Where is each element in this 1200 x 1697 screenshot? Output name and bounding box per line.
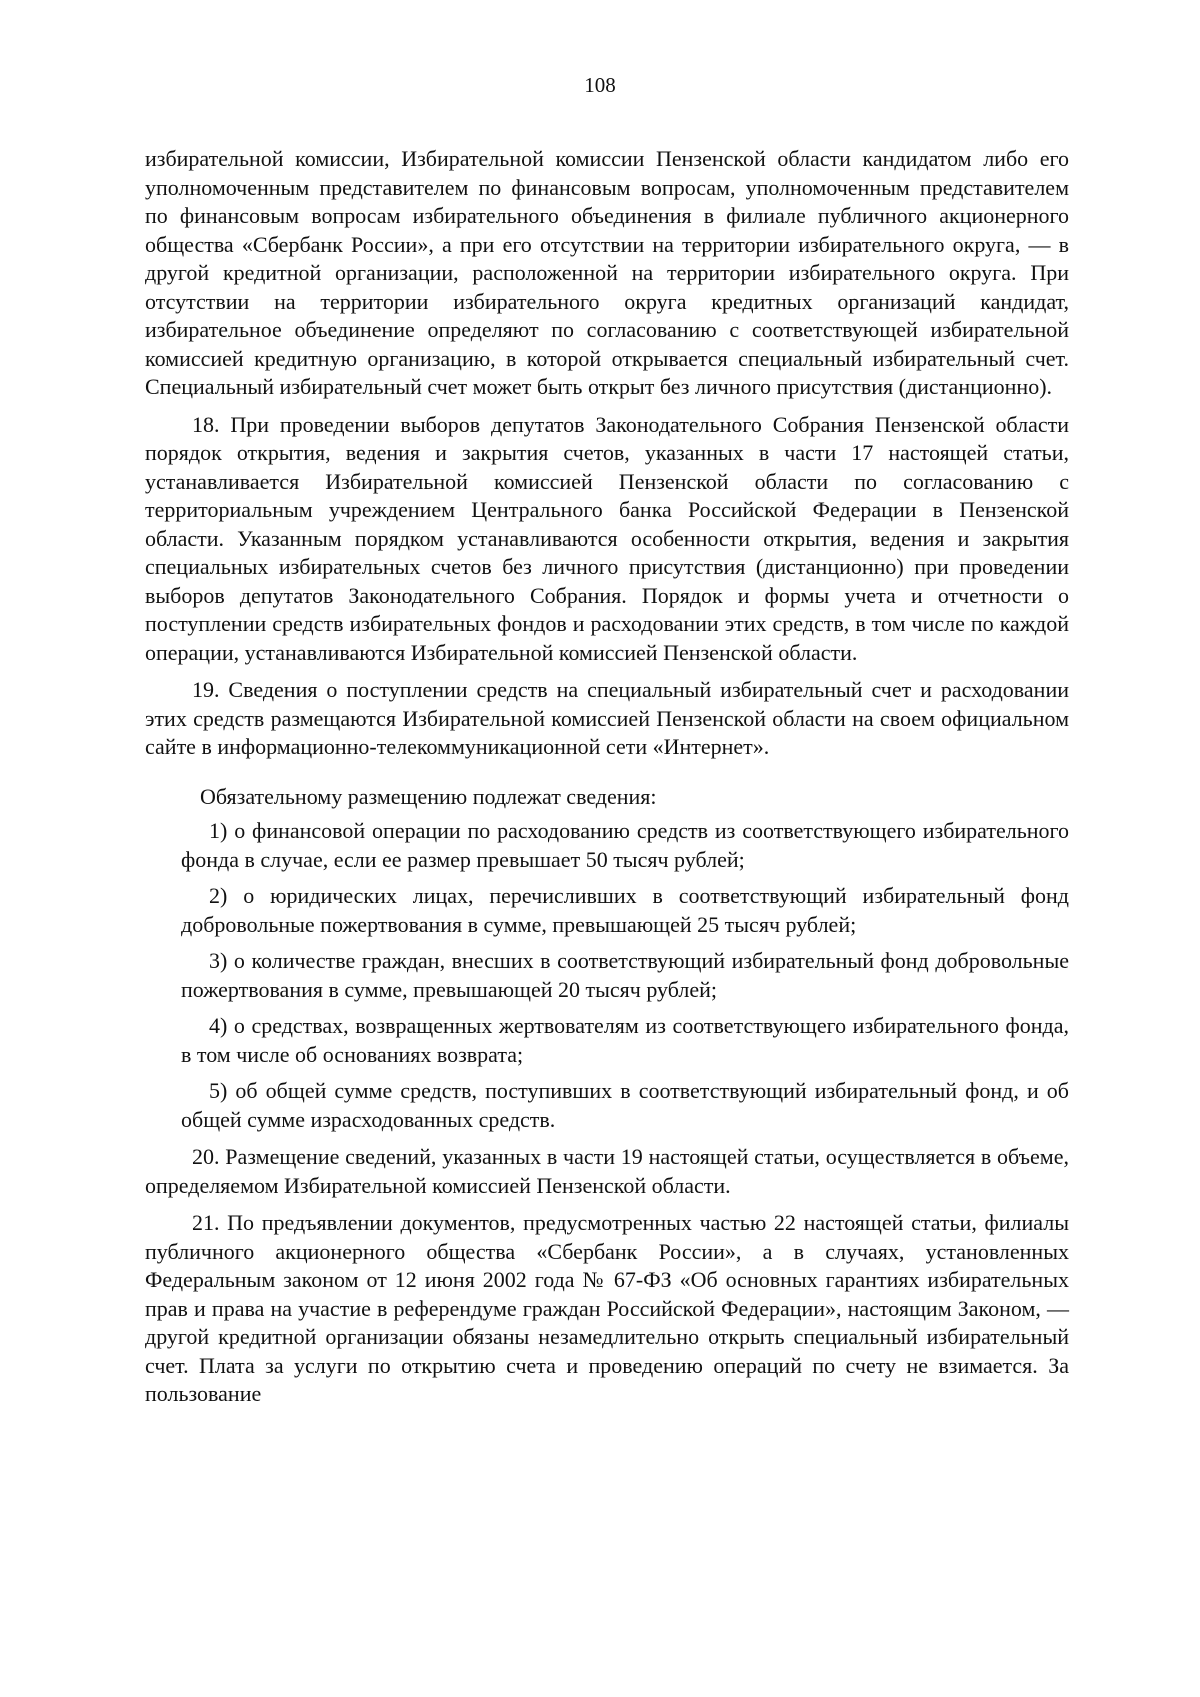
paragraph-19: 19. Сведения о поступлении средств на специальный избирательный счет и расходовании этих средств размещаются Избирательной комиссией Пензенской области на своем официальном сайте в информационно-телекоммуникационной сети «Интернет». (145, 677, 1069, 759)
document-body (145, 145, 1069, 1409)
list-intro: Обязательному размещению подлежат сведения: (200, 783, 657, 809)
paragraph-intro-continuation: избирательной комиссии, Избирательной комиссии Пензенской области кандидатом либо его уполномоченным представителем по финансовым вопросам, уполномоченным представителем по финансовым вопросам избирательного объединения в филиале публичного акционерного общества «Сбербанк России», а при его отсутствии на территории избирательного округа, — в другой кредитной организации, расположенной на территории избирательного округа. При отсутствии на территории избирательного округа кредитных организаций кандидат, избирательное объединение определяют по согласованию с соответствующей избирательной комиссией кредитную организацию, в которой открывается специальный избирательный счет. Специальный избирательный счет может быть открыт без личного присутствия (дистанционно). (145, 146, 1069, 399)
paragraph-20: 20. Размещение сведений, указанных в части 19 настоящей статьи, осуществляется в объеме, определяемом Избирательной комиссией Пензенской области. (145, 1144, 1069, 1198)
list-item-1: 1) о финансовой операции по расходованию средств из соответствующего избирательного фонда в случае, если ее размер превышает 50 тысяч рублей; (181, 818, 1069, 872)
paragraph-18: 18. При проведении выборов депутатов Законодательного Собрания Пензенской области порядок открытия, ведения и закрытия счетов, указанных в части 17 настоящей статьи, устанавливается Избирательной комиссией Пензенской области по согласованию с территориальным учреждением Центрального банка Российской Федерации в Пензенской области. Указанным порядком устанавливаются особенности открытия, ведения и закрытия специальных избирательных счетов без личного присутствия (дистанционно) при проведении выборов депутатов Законодательного Собрания. Порядок и формы учета и отчетности о поступлении средств избирательных фондов и расходовании этих средств, в том числе по каждой операции, устанавливаются Избирательной комиссией Пензенской области. (145, 411, 1069, 665)
list-item-2: 2) о юридических лицах, перечисливших в соответствующий избирательный фонд добровольные пожертвования в сумме, превышающей 25 тысяч рублей; (181, 883, 1069, 937)
list-item-4: 4) о средствах, возвращенных жертвователям из соответствующего избирательного фонда, в том числе об основаниях возврата; (181, 1013, 1069, 1067)
paragraph-21: 21. По предъявлении документов, предусмотренных частью 22 настоящей статьи, филиалы публичного акционерного общества «Сбербанк России», а в случаях, установленных Федеральным законом от 12 июня 2002 года № 67-ФЗ «Об основных гарантиях избирательных прав и права на участие в референдуме граждан Российской Федерации», настоящим Законом, — другой кредитной организации обязаны незамедлительно открыть специальный избирательный счет. Плата за услуги по открытию счета и проведению операций по счету не взимается. За пользование (145, 1210, 1069, 1406)
list-item-5: 5) об общей сумме средств, поступивших в соответствующий избирательный фонд, и об общей сумме израсходованных средств. (181, 1078, 1069, 1132)
list-item-3: 3) о количестве граждан, внесших в соответствующий избирательный фонд добровольные пожертвования в сумме, превышающей 20 тысяч рублей; (181, 948, 1069, 1002)
page-number: 108 (584, 73, 616, 97)
